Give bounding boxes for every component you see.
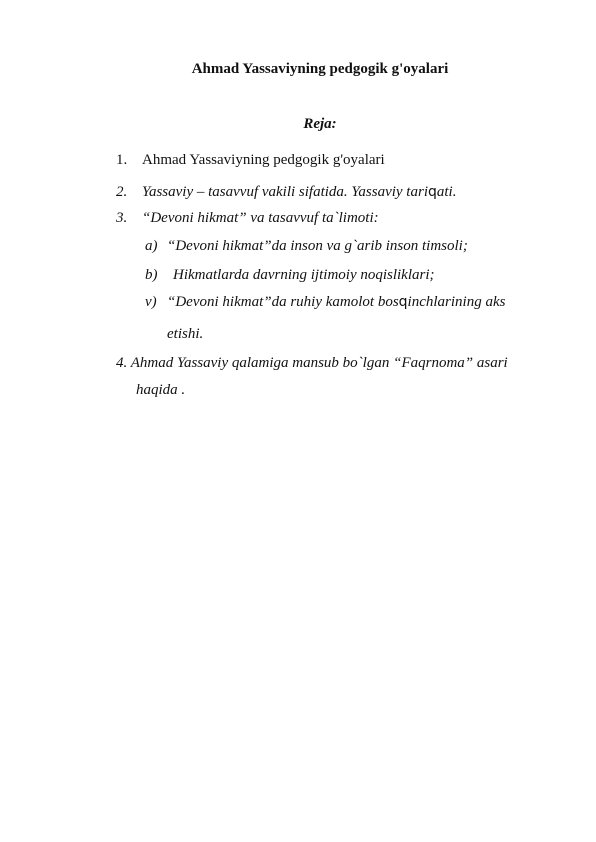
plan-item-number: 1. [116,152,128,168]
plan-heading: Reja: [303,116,337,132]
document-title: Ahmad Yassaviyning pedgogik g'oyalari [191,61,449,77]
subitem-text-end: inchlarining aks [407,294,506,310]
subitem-mark: b) [145,267,158,283]
subitem-v-continuation: etishi. [167,326,204,342]
plan-item-text-end: ati. [436,184,457,200]
plan-item-4: 4. Ahmad Yassaviy qalamiga mansub bo`lgan “Faqrnoma” asari [116,355,508,371]
subitem-text: “Devoni hikmat”da ruhiy kamolot bos [167,294,399,310]
plan-item-number: 3. [116,210,128,226]
subitem-q-glyph: q [398,294,408,310]
plan-item-3 [116,210,379,227]
subitem-mark: a) [145,238,158,254]
plan-item-2 [116,184,456,201]
subitem-b [145,267,435,284]
subitem-text: Hikmatlarda davrning ijtimoiy noqisliklari; [173,267,435,283]
plan-item-1 [116,152,385,169]
plan-item-text: Yassaviy – tasavvuf vakili sifatida. Yassaviy tari [142,184,428,200]
subitem-mark: v) [145,294,157,310]
plan-item-text: “Devoni hikmat” va tasavvuf ta`limoti: [142,210,379,226]
plan-item-q-glyph: q [427,184,437,200]
plan-item-number: 2. [116,184,128,200]
subitem-v [145,294,505,311]
plan-item-4-continuation: haqida . [136,382,186,398]
plan-item-text: Ahmad Yassaviyning pedgogik g'oyalari [142,152,385,168]
subitem-a [145,238,468,255]
subitem-text: “Devoni hikmat”da inson va g`arib inson timsoli; [167,238,468,254]
